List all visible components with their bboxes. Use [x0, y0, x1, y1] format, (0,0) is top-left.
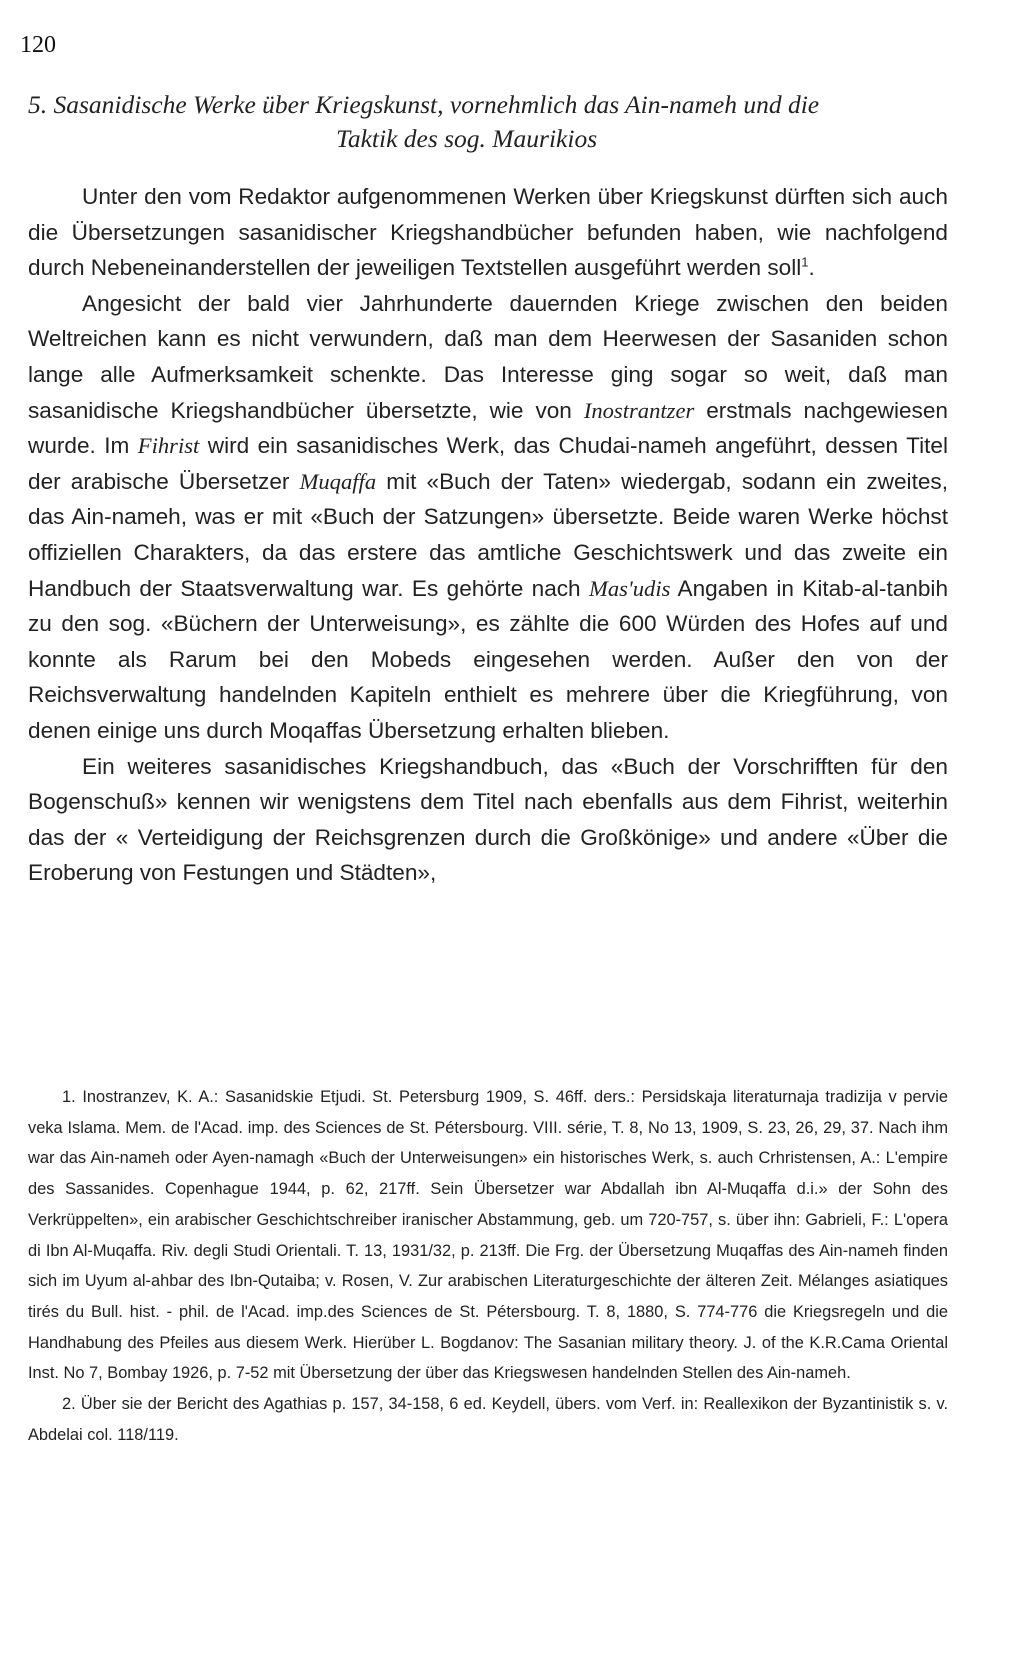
- paragraph-2-text-a: Angesicht der bald vier Jahrhunderte dauernden Kriege zwischen den beiden Weltreichen kann es nicht verwundern, daß man dem Heerwesen der Sasaniden schon lange alle Aufmerksamkeit schenkte. Das Interesse ging sogar so weit, daß man sasanidische Kriegshandbücher übersetzte, wie von: [28, 290, 948, 423]
- footnote-2: 2. Über sie der Bericht des Agathias p. 157, 34-158, 6 ed. Keydell, übers. vom Verf. in: Reallexikon der Byzantinistik s. v. Abdelai col. 118/119.: [28, 1395, 948, 1444]
- paragraph-1-end: .: [808, 255, 815, 281]
- paragraph-1-text: Unter den vom Redaktor aufgenommenen Werken über Kriegskunst dürften sich auch die Übersetzungen sasanidischer Kriegshandbücher befunden haben, wie nachfolgend durch Nebeneinanderstellen der jeweiligen Textstellen ausgeführt werden soll: [28, 184, 948, 281]
- name-inostrantzer: Inostrantzer: [583, 397, 695, 423]
- footnote-ref-1: 1: [801, 254, 809, 270]
- section-heading: [28, 88, 968, 156]
- name-masudis: Mas'udis: [589, 575, 671, 601]
- paragraph-2: [28, 286, 948, 749]
- name-muqaffa: Muqaffa: [299, 468, 377, 494]
- footnote-1: 1. Inostranzev, K. A.: Sasanidskie Etjudi. St. Petersburg 1909, S. 46ff. ders.: Persidskaja literaturnaja tradizija v pervie veka Islama. Mem. de l'Acad. imp. des Sciences de St. Pétersbourg. VIII. série, T. 8, No 13, 1909, S. 23, 26, 29, 37. Nach ihm war das Ain-nameh oder Ayen-namagh «Buch der Unterweisungen» ein historisches Werk, s. auch Crhristensen, A.: L'empire des Sassanides. Copenhague 1944, p. 62, 217ff. Sein Übersetzer war Abdallah ibn Al-Muqaffa d.i.» der Sohn des Verkrüppelten», ein arabischer Geschichtschreiber iranischer Abstammung, geb. um 720-757, s. über ihn: Gabrieli, F.: L'opera di Ibn Al-Muqaffa. Riv. degli Studi Orientali. T. 13, 1931/32, p. 213ff. Die Frg. der Übersetzung Muqaffas des Ain-nameh finden sich im Uyum al-ahbar des Ibn-Qutaiba; v. Rosen, V. Zur arabischen Literaturgeschichte der älteren Zeit. Mélanges asiatiques tirés du Bull. hist. - phil. de l'Acad. imp.des Sciences de St. Pétersbourg. T. 8, 1880, S. 774-776 die Kriegsregeln und die Handhabung des Pfeiles aus diesem Werk. Hierüber L. Bogdanov: The Sasanian military theory. J. of the K.R.Cama Oriental Inst. No 7, Bombay 1926, p. 7-52 mit Übersetzung der über das Kriegswesen handelnden Stellen des Ain-nameh.: [28, 1088, 948, 1383]
- title-fihrist: Fihrist: [137, 433, 200, 459]
- paragraph-1: [28, 179, 948, 286]
- paragraph-2-text-c: wird ein sasanidisches Werk, das Chudai-nameh angeführt, dessen Titel der arabische Übersetzer: [28, 433, 949, 494]
- section-heading-line-2: Taktik des sog. Maurikios: [336, 124, 598, 153]
- footnotes: [28, 1082, 948, 1450]
- paragraph-2-text-b: erstmals nachgewiesen wurde. Im: [28, 397, 948, 459]
- paragraph-3: Ein weiteres sasanidisches Kriegshandbuch, das «Buch der Vorschrifften für den Bogenschuß» kennen wir wenigstens dem Titel nach ebenfalls aus dem Fihrist, weiterhin das der « Verteidigung der Reichsgrenzen durch die Großkönige» und andere «Über die Eroberung von Festungen und Städten»,: [28, 753, 948, 886]
- page-number: 120: [20, 32, 56, 58]
- section-heading-line-1: 5. Sasanidische Werke über Kriegskunst, vornehmlich das Ain-nameh und die: [28, 90, 820, 119]
- main-text: [28, 179, 948, 891]
- paragraph-2-text-d: mit «Buch der Taten» wiedergab, sodann ein zweites, das Ain-nameh, was er mit «Buch der Satzungen» übersetzte. Beide waren Werke höchst offiziellen Charakters, da das erstere das amtliche Geschichtswerk und das zweite ein Handbuch der Staatsverwaltung war. Es gehörte nach: [28, 468, 948, 601]
- paragraph-2-text-e: Angaben in Kitab-al-tanbih zu den sog. «Büchern der Unterweisung», es zählte die 600 Würden des Hofes auf und konnte als Rarum bei den Mobeds eingesehen werden. Außer den von der Reichsverwaltung handelnden Kapiteln enthielt es mehrere über die Kriegführung, von denen einige uns durch Moqaffas Übersetzung erhalten blieben.: [28, 575, 949, 743]
